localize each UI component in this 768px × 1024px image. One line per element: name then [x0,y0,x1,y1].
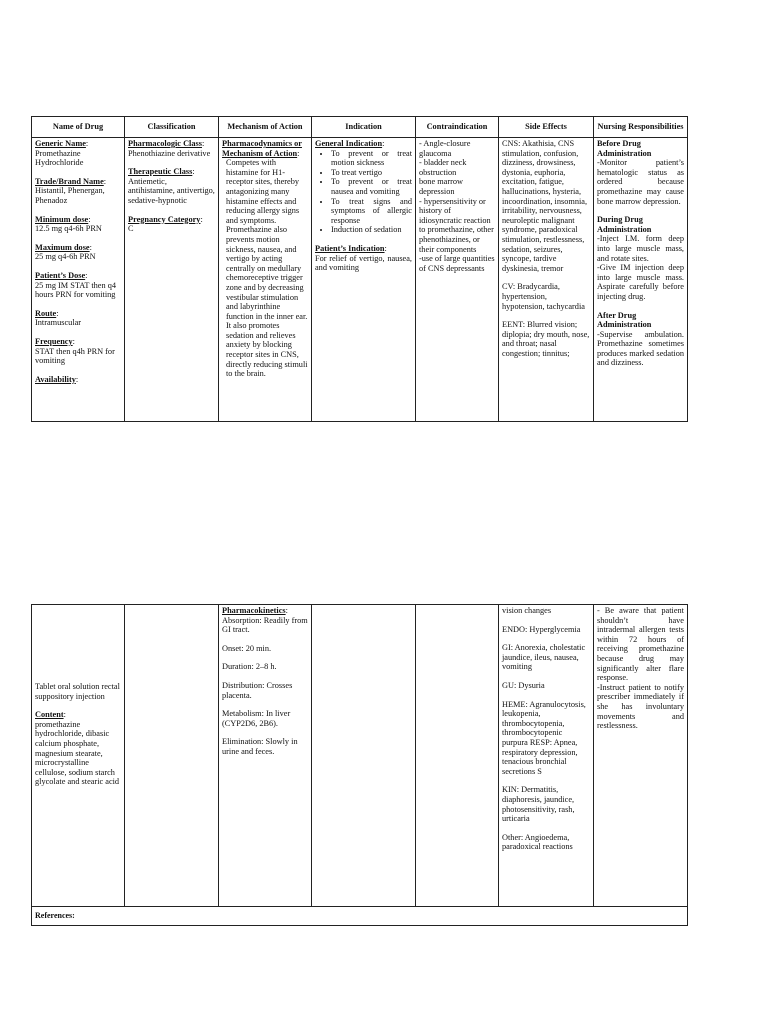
pk-duration: Duration: 2–8 h. [222,662,277,672]
general-indication-list [315,149,412,235]
pk-elimination: Elimination: Slowly in urine and feces. [222,737,298,756]
patient-indication-text: For relief of vertigo, nausea, and vomiting [315,253,412,273]
cell-contraindication [416,138,499,422]
trade-name-label: Trade/Brand Name [35,176,104,186]
header-name-of-drug: Name of Drug [32,117,125,138]
side-effects-gu: GU: Dysuria [502,680,545,690]
list-item: • To prevent or treat motion sickness [331,149,412,168]
during-text-1: -Inject I.M. form deep into large muscle mass, and rotate sites. [597,234,684,263]
cell-side-effects [499,138,594,422]
contraindication-line: -use of large quantities of CNS depressants [419,254,495,273]
cell-classification: Pharmacologic Class: Phenothiazine derivative Therapeutic Class: Antiemetic, antihistamine, antivertigo, sedative-hypnotic Pregnancy Category: C [125,138,219,422]
cell-classification-continued [125,605,219,907]
general-indication-label: General Indication [315,139,383,148]
header-indication: Indication [312,117,416,138]
list-item: • To treat signs and symptoms of allergic response [331,197,412,226]
content-value: promethazine hydrochloride, dibasic calcium phosphate, magnesium stearate, microcrystalline cellulose, sodium starch glycolate and stearic acid [35,719,120,787]
pharmacologic-class-value: Phenothiazine derivative [128,148,211,158]
route-value: Intramuscular [35,318,82,328]
frequency-label: Frequency [35,336,73,346]
side-effects-heme: HEME: Agranulocytosis, leukopenia, thrombocytopenia, thrombocytopenic purpura RESP: Apnea, respiratory depression, tenacious bronchial secretions S [502,699,586,776]
after-text: -Supervise ambulation. Promethazine sometimes produces marked sedation and dizziness. [597,329,684,368]
patient-dose-label: Patient’s Dose [35,270,86,280]
references-label: References: [32,907,688,926]
maximum-dose-value: 25 mg q4-6h PRN [35,252,96,262]
cell-name-of-drug: Generic Name: Promethazine Hydrochloride Trade/Brand Name: Histantil, Phenergan, Phenadoz Minimum dose: 12.5 mg q4-6h PRN Maximum dose: 25 mg q4-6h PRN Patient’s Dose: 25 mg IM STAT then q4 hours PRN for vomiting Route: Intramuscular Frequency: STAT then q4h PRN for vomiting Availability: [32,138,125,422]
side-effects-eent-continued: vision changes [502,606,552,615]
nursing-note-1: - Be aware that patient shouldn’t have intradermal allergen tests within 72 hours of receiving promethazine because drug may significantly alter flare response. [597,606,684,683]
contraindication-line: bone marrow depression [419,177,464,196]
cell-name-of-drug-continued: Tablet oral solution rectal suppository injection Content: promethazine hydrochloride, dibasic calcium phosphate, magnesium stearate, microcrystalline cellulose, sodium starch glycolate and stearic acid [32,605,125,907]
generic-name-value: Promethazine Hydrochloride [35,148,84,168]
header-classification: Classification [125,117,219,138]
content-row [32,138,688,422]
pk-metabolism: Metabolism: In liver (CYP2D6, 2B6). [222,709,291,728]
header-side-effects: Side Effects [499,117,594,138]
cell-contraindication-continued [416,605,499,907]
minimum-dose-label: Minimum dose [35,214,89,224]
contraindication-line: - hypersensitivity or history of idiosyncratic reaction to promethazine, other phenothiazines, or their components [419,196,494,254]
contraindication-line: - Angle-closure glaucoma [419,139,471,158]
list-item: • To prevent or treat nausea and vomiting [331,177,412,196]
side-effects-other: Other: Angioedema, paradoxical reactions [502,832,573,852]
patient-dose-value: 25 mg IM STAT then q4 hours PRN for vomiting [35,280,116,300]
availability-label: Availability [35,374,76,384]
therapeutic-class-label: Therapeutic Class [128,167,193,177]
before-text: -Monitor patient’s hematologic status as ordered because promethazine may cause bone marrow depression. [597,158,684,206]
contraindication-line: - bladder neck obstruction [419,158,467,177]
side-effects-cns: CNS: Akathisia, CNS stimulation, confusion, dizziness, drowsiness, dystonia, euphoria, excitation, fatigue, hallucinations, hysteria, incoordination, insomnia, irritability, nervousness, neuroleptic malignant syndrome, paradoxical stimulation, restlessness, sedation, seizures, syncope, tardive dyskinesia, tremor [502,139,588,273]
frequency-value: STAT then q4h PRN for vomiting [35,346,115,366]
after-heading: After Drug Administration [597,310,652,330]
drug-study-table-page2 [31,604,688,926]
drug-study-table-page1 [31,116,688,422]
before-heading: Before Drug Administration [597,139,652,158]
side-effects-skin: KIN: Dermatitis, diaphoresis, jaundice, photosensitivity, rash, urticaria [502,785,575,824]
header-mechanism: Mechanism of Action [219,117,312,138]
nursing-note-2: -Instruct patient to notify prescriber immediately if she has involuntary movements and restlessness. [597,682,684,731]
references-row [32,907,688,926]
generic-name-label: Generic Name [35,139,86,148]
cell-side-effects-continued [499,605,594,907]
list-item: • Induction of sedation [331,225,412,235]
route-label: Route [35,308,57,318]
side-effects-gi: GI: Anorexia, cholestatic jaundice, ileus, nausea, vomiting [502,643,586,672]
maximum-dose-label: Maximum dose [35,242,90,252]
cell-nursing [594,138,688,422]
during-heading: During Drug Administration [597,215,652,234]
therapeutic-class-value: Antiemetic, antihistamine, antivertigo, sedative-hypnotic [128,176,215,205]
pharmacologic-class-label: Pharmacologic Class [128,139,202,148]
cell-mechanism-continued: Pharmacokinetics: Absorption: Readily from GI tract. Onset: 20 min. Duration: 2–8 h. Distribution: Crosses placenta. Metabolism: In liver (CYP2D6, 2B6). Elimination: Slowly in urine and feces. [219,605,312,907]
pregnancy-category-label: Pregnancy Category [128,214,201,224]
content-label: Content [35,710,64,720]
minimum-dose-value: 12.5 mg q4-6h PRN [35,224,102,234]
list-item: • To treat vertigo [331,168,412,178]
pharmacokinetics-heading: Pharmacokinetics [222,606,286,615]
mechanism-heading: Pharmacodynamics or Mechanism of Action [222,139,302,158]
side-effects-eent: EENT: Blurred vision; diplopia; dry mouth, nose, and throat; nasal congestion; tinnitus; [502,320,590,358]
header-row [32,117,688,138]
pk-absorption: Absorption: Readily from GI tract. [222,615,308,635]
cell-nursing-continued [594,605,688,907]
cell-indication-continued [312,605,416,907]
content-row [32,605,688,907]
patient-indication-label: Patient’s Indication [315,243,385,253]
side-effects-endo: ENDO: Hyperglycemia [502,624,581,634]
pk-distribution: Distribution: Crosses placenta. [222,680,293,700]
pk-onset: Onset: 20 min. [222,643,272,653]
header-nursing: Nursing Responsibilities [594,117,688,138]
availability-value: Tablet oral solution rectal suppository injection [35,682,120,701]
header-contraindication: Contraindication [416,117,499,138]
cell-mechanism: Pharmacodynamics or Mechanism of Action: Competes with histamine for H1-receptor sites, thereby antagonizing many histamine effects and reducing allergy signs and symptoms. Promethazine also prevents motion sickness, nausea, and vertigo by acting centrally on medullary chemoreceptive trigger zone and by decreasing vestibular stimulation and labyrinthine function in the inner ear. It also promotes sedation and relieves anxiety by blocking receptor sites in CNS, directly reducing stimuli to the brain. [219,138,312,422]
side-effects-cv: CV: Bradycardia, hypertension, hypotension, tachycardia [502,282,585,311]
mechanism-text: Competes with histamine for H1-receptor sites, thereby antagonizing many histamine effects and reducing allergy signs and symptoms. Promethazine also prevents motion sickness, nausea, and vertigo by acting centrally on medullary chemoreceptive trigger zone and by decreasing vestibular stimulation and labyrinthine function in the inner ear. It also promotes sedation and relieves anxiety by blocking receptor sites in CNS, directly reducing stimuli to the brain. [226,158,308,379]
trade-name-value: Histantil, Phenergan, Phenadoz [35,186,105,205]
during-text-2: -Give IM injection deep into large muscle mass. Aspirate carefully before injecting drug. [597,263,684,301]
pregnancy-category-value: C [128,224,134,234]
cell-indication: General Indication: • To prevent or treat motion sickness • To treat vertigo • To prevent or treat nausea and vomiting • To treat signs and symptoms of allergic response • Induction of sedation Patient’s Indication: For relief of vertigo, nausea, and vomiting [312,138,416,422]
